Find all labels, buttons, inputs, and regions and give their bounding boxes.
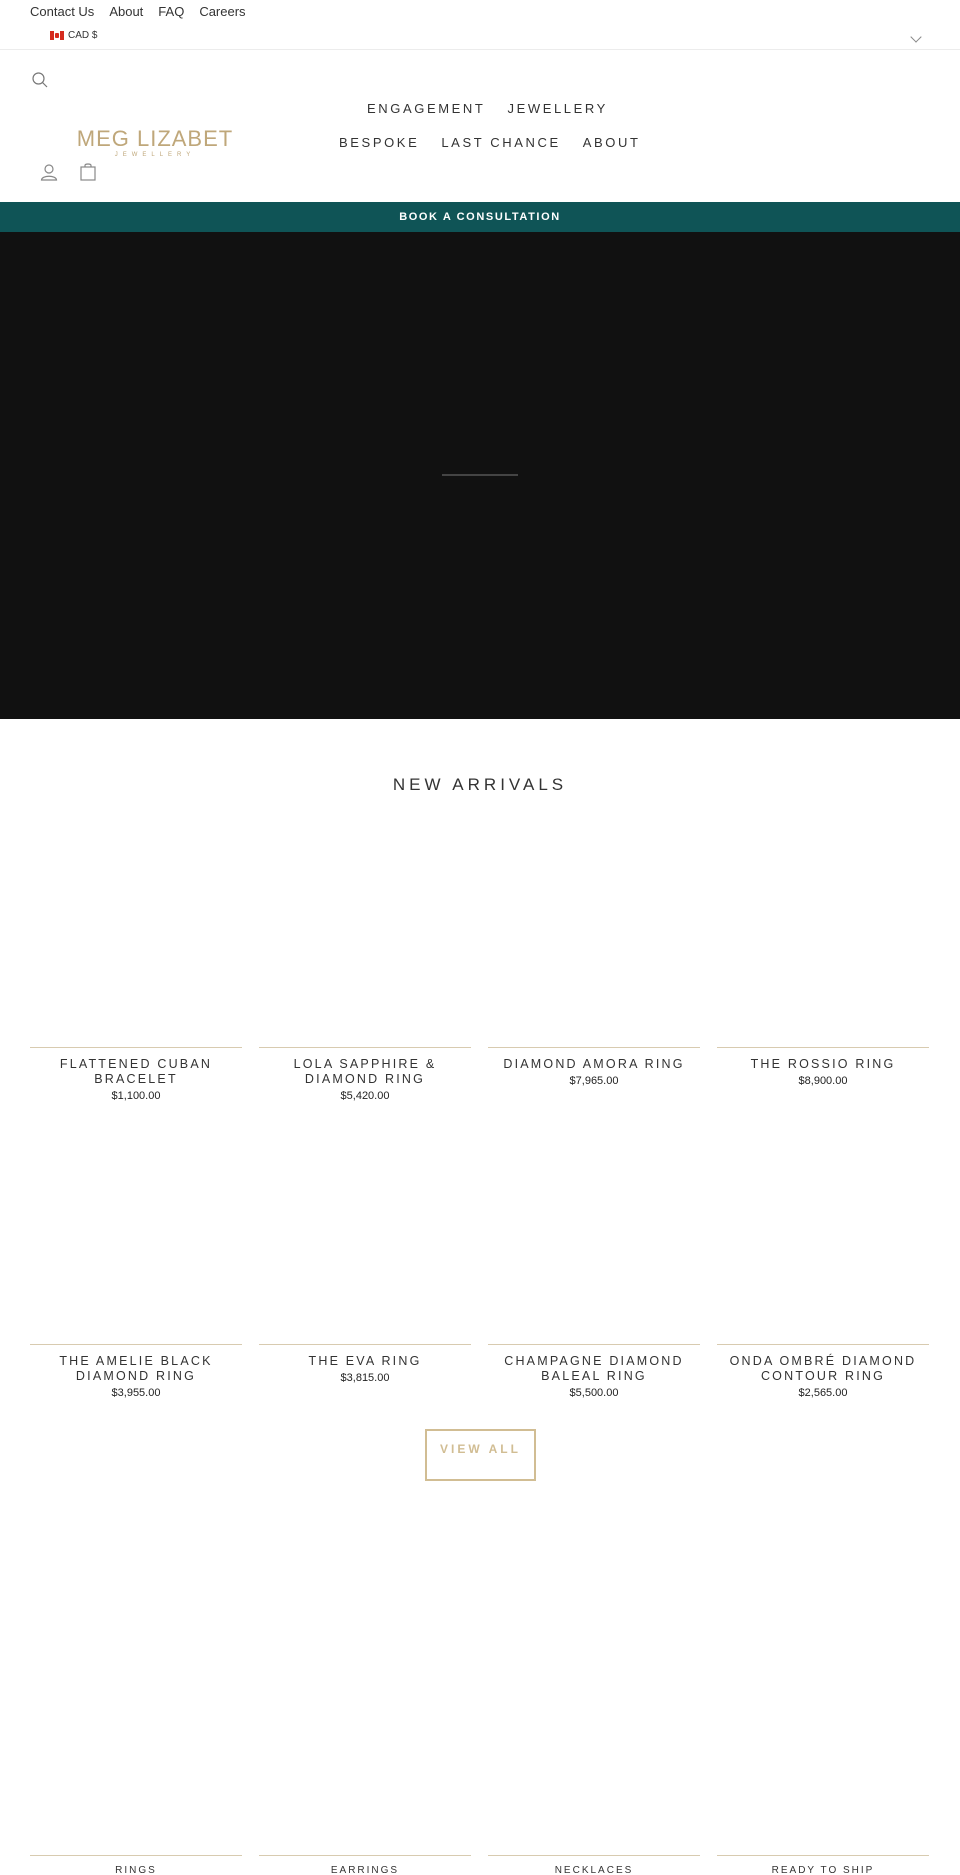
nav-about[interactable]: ABOUT — [582, 135, 641, 150]
nav-engagement[interactable]: ENGAGEMENT — [367, 101, 486, 116]
product-card[interactable] — [259, 1344, 471, 1384]
product-name[interactable]: THE ROSSIO RING — [750, 1057, 896, 1071]
currency-label: CAD $ — [68, 30, 98, 41]
about-link[interactable]: About — [109, 4, 144, 19]
divider — [488, 1344, 700, 1345]
product-card[interactable] — [259, 1047, 471, 1102]
canada-flag-icon — [50, 31, 64, 40]
divider — [717, 1047, 929, 1048]
category-label[interactable]: NECKLACES — [554, 1865, 634, 1875]
product-price: $1,100.00 — [111, 1090, 161, 1102]
product-card[interactable] — [488, 1047, 700, 1087]
product-card[interactable] — [488, 1344, 700, 1399]
brand-logo[interactable] — [70, 128, 240, 158]
divider — [488, 1047, 700, 1048]
product-price: $7,965.00 — [569, 1075, 619, 1087]
product-name[interactable]: LOLA SAPPHIRE & DIAMOND RING — [293, 1057, 437, 1086]
new-arrivals-title: NEW ARRIVALS — [392, 775, 568, 794]
contact-us-link[interactable]: Contact Us — [30, 4, 95, 19]
logo-wordmark: MEG LIZABET — [76, 126, 234, 151]
product-name[interactable]: ONDA OMBRÉ DIAMOND CONTOUR RING — [729, 1354, 917, 1383]
currency-selector[interactable] — [50, 30, 97, 41]
product-price: $5,420.00 — [340, 1090, 390, 1102]
main-nav-row-1 — [367, 101, 608, 116]
product-card[interactable] — [717, 1047, 929, 1087]
nav-bespoke[interactable]: BESPOKE — [339, 135, 420, 150]
divider — [30, 1047, 242, 1048]
divider — [259, 1855, 471, 1856]
view-all-button[interactable]: VIEW ALL — [425, 1429, 536, 1481]
divider — [717, 1344, 929, 1345]
product-name[interactable]: THE AMELIE BLACK DIAMOND RING — [59, 1354, 213, 1383]
faq-link[interactable]: FAQ — [158, 4, 185, 19]
nav-jewellery[interactable]: JEWELLERY — [507, 101, 608, 116]
cart-bag-icon[interactable] — [79, 162, 97, 181]
product-name[interactable]: CHAMPAGNE DIAMOND BALEAL RING — [504, 1354, 684, 1383]
category-label[interactable]: RINGS — [115, 1865, 157, 1875]
hero-media — [0, 232, 960, 719]
logo-subtitle: JEWELLERY — [114, 152, 196, 158]
product-name[interactable]: FLATTENED CUBAN BRACELET — [59, 1057, 213, 1086]
product-name[interactable]: THE EVA RING — [308, 1354, 422, 1368]
book-consultation-banner[interactable]: BOOK A CONSULTATION — [0, 202, 960, 232]
utility-links — [30, 4, 246, 19]
category-card-earrings[interactable] — [259, 1855, 471, 1875]
product-price: $8,900.00 — [798, 1075, 848, 1087]
product-price: $5,500.00 — [569, 1387, 619, 1399]
nav-last-chance[interactable]: LAST CHANCE — [441, 135, 561, 150]
product-price: $3,955.00 — [111, 1387, 161, 1399]
product-name[interactable]: DIAMOND AMORA RING — [503, 1057, 685, 1071]
product-card[interactable] — [717, 1344, 929, 1399]
careers-link[interactable]: Careers — [199, 4, 246, 19]
loading-bar — [442, 474, 518, 476]
category-label[interactable]: READY TO SHIP — [771, 1865, 875, 1875]
category-card-ready-to-ship[interactable] — [717, 1855, 929, 1875]
divider — [488, 1855, 700, 1856]
divider — [259, 1047, 471, 1048]
utility-bar — [0, 0, 960, 50]
divider — [259, 1344, 471, 1345]
product-price: $2,565.00 — [798, 1387, 848, 1399]
search-icon[interactable] — [32, 72, 48, 88]
chevron-down-icon[interactable] — [910, 31, 921, 42]
divider — [30, 1344, 242, 1345]
main-nav-row-2 — [339, 135, 641, 150]
product-price: $3,815.00 — [340, 1372, 390, 1384]
product-card[interactable] — [30, 1344, 242, 1399]
category-card-rings[interactable] — [30, 1855, 242, 1875]
divider — [717, 1855, 929, 1856]
divider — [30, 1855, 242, 1856]
account-icon[interactable] — [40, 163, 58, 181]
product-card[interactable] — [30, 1047, 242, 1102]
category-label[interactable]: EARRINGS — [330, 1865, 400, 1875]
category-card-necklaces[interactable] — [488, 1855, 700, 1875]
